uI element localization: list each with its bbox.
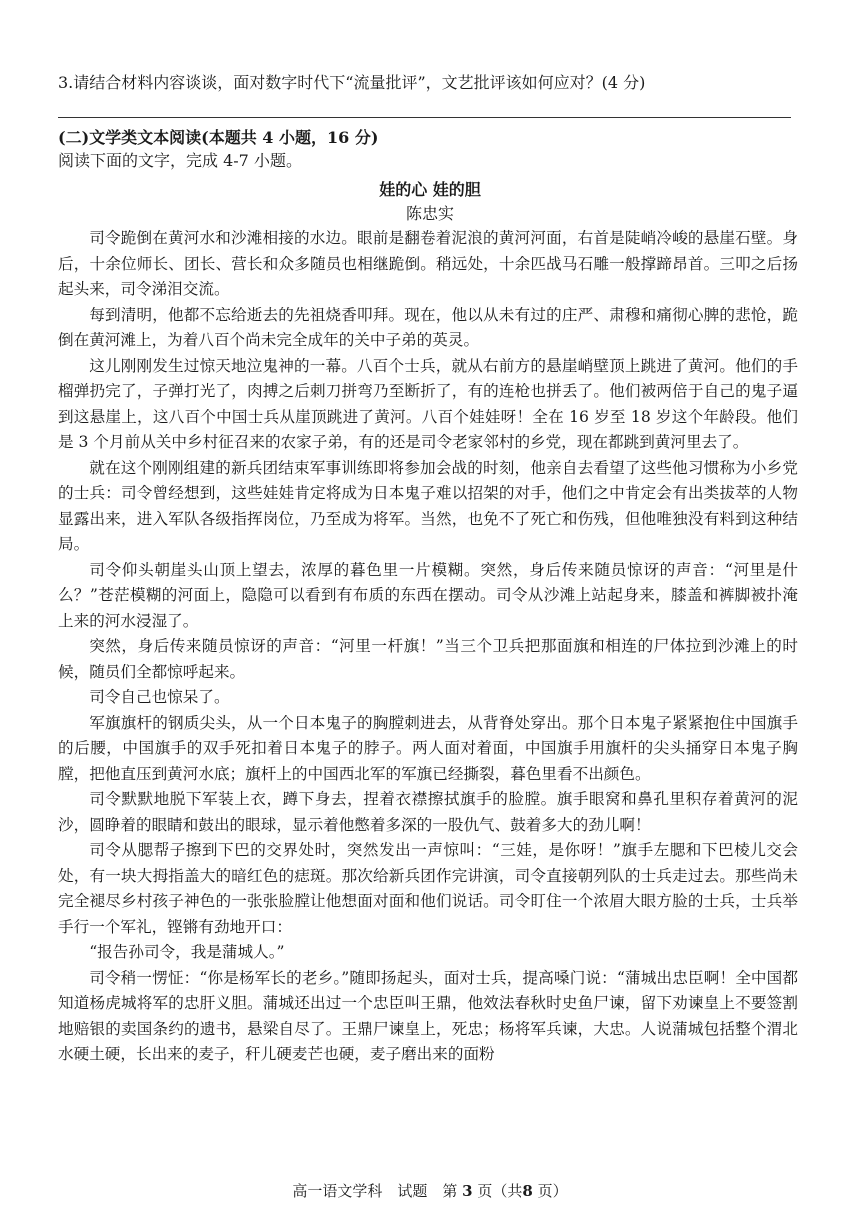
paragraph: 司令从腮帮子擦到下巴的交界处时，突然发出一声惊叫：“三娃，是你呀！”旗手左腮和下巴棱儿交会处，有一块大拇指盖大的暗红色的痣斑。那次给新兵团作完讲演，司令直接朝列队的士兵走过去。那些尚未完全褪尽乡村孩子神色的一张张脸膛让他想面对面和他们说话。司令盯住一个浓眉大眼方脸的士兵，士兵举手行一个军礼，铿锵有劲地开口： xyxy=(58,841,798,936)
paragraph: 突然，身后传来随员惊讶的声音：“河里一杆旗！”当三个卫兵把那面旗和相连的尸体拉到沙滩上的时候，随员们全都惊呼起来。 xyxy=(58,637,798,681)
paragraph: 司令稍一愣怔：“你是杨军长的老乡。”随即扬起头，面对士兵，提高嗓门说：“蒲城出忠臣啊！全中国都知道杨虎城将军的忠肝义胆。蒲城还出过一个忠臣叫王鼎，他效法春秋时史鱼尸谏，留下劝谏皇上不要签割地赔银的卖国条约的遗书，悬梁自尽了。王鼎尸谏皇上，死忠；杨将军兵谏，大忠。人说蒲城包括整个渭北水硬土硬，长出来的麦子，秆儿硬麦芒也硬，麦子磨出来的面粉 xyxy=(58,968,798,1063)
paragraph: 司令自己也惊呆了。 xyxy=(89,688,230,706)
paragraph: 就在这个刚刚组建的新兵团结束军事训练即将参加会战的时刻，他亲自去看望了这些他习惯称为小乡党的士兵：司令曾经想到，这些娃娃肯定将成为日本鬼子难以招架的对手，他们之中肯定会有出类拔萃的人物显露出来，进入军队各级指挥岗位，乃至成为将军。当然，也免不了死亡和伤残，但他唯独没有料到这种结局。 xyxy=(58,458,798,553)
divider-line xyxy=(58,117,791,118)
paragraph: 司令默默地脱下军装上衣，蹲下身去，捏着衣襟擦拭旗手的脸膛。旗手眼窝和鼻孔里积存着黄河的泥沙，圆睁着的眼睛和鼓出的眼球，显示着他憋着多深的一股仇气、鼓着多大的劲儿啊！ xyxy=(58,790,798,834)
paragraph: 这儿刚刚发生过惊天地泣鬼神的一幕。八百个士兵，就从右前方的悬崖峭壁顶上跳进了黄河。他们的手榴弹扔完了，子弹打光了，肉搏之后刺刀拼弯乃至断折了，有的连枪也拼丢了。他们被两倍于自己的鬼子逼到这悬崖上，这八百个中国士兵从崖顶跳进了黄河。八百个娃娃呀！全在 16 岁至 18 岁这个年龄段。他们是 3 个月前从关中乡村征召来的农家子弟，有的还是司令老家邻村的乡党，现在都跳到黄河里去了。 xyxy=(58,356,798,451)
paragraph: “报告孙司令，我是蒲城人。” xyxy=(89,943,285,961)
footer-prefix: 高一语文学科 试题 第 xyxy=(292,1182,463,1200)
paragraph: 每到清明，他都不忘给逝去的先祖烧香叩拜。现在，他以从未有过的庄严、肃穆和痛彻心脾的悲怆，跪倒在黄河滩上，为着八百个尚未完全成年的关中子弟的英灵。 xyxy=(58,305,798,349)
footer-page-number: 3 xyxy=(462,1182,473,1200)
page-footer xyxy=(0,1180,860,1202)
paragraph: 军旗旗杆的钢质尖头，从一个日本鬼子的胸膛刺进去，从背脊处穿出。那个日本鬼子紧紧抱住中国旗手的后腰，中国旗手的双手死扣着日本鬼子的脖子。两人面对着面，中国旗手用旗杆的尖头捅穿日本鬼子胸膛，把他直压到黄河水底；旗杆上的中国西北军的军旗已经撕裂，暮色里看不出颜色。 xyxy=(58,713,798,783)
paragraph: 司令仰头朝崖头山顶上望去，浓厚的暮色里一片模糊。突然，身后传来随员惊讶的声音：“河里是什么？”苍茫模糊的河面上，隐隐可以看到有布质的东西在摆动。司令从沙滩上站起身来，膝盖和裤脚被扑淹上来的河水浸湿了。 xyxy=(58,560,798,630)
article-author: 陈忠实 xyxy=(405,204,454,223)
footer-middle: 页（共 xyxy=(472,1182,523,1200)
section-instruction: 阅读下面的文字，完成 4-7 小题。 xyxy=(58,151,302,170)
article-title: 娃的心 娃的胆 xyxy=(379,180,481,199)
article-body xyxy=(58,226,798,1068)
section-title: (二)文学类文本阅读(本题共 4 小题，16 分) xyxy=(58,128,379,147)
footer-total-pages: 8 xyxy=(522,1182,533,1200)
footer-suffix: 页） xyxy=(532,1182,568,1200)
question-3: 3.请结合材料内容谈谈，面对数字时代下“流量批评”，文艺批评该如何应对？(4 分) xyxy=(58,73,646,92)
paragraph: 司令跪倒在黄河水和沙滩相接的水边。眼前是翻卷着泥浪的黄河河面，右首是陡峭冷峻的悬崖石壁。身后，十余位师长、团长、营长和众多随员也相继跪倒。稍远处，十余匹战马石雕一般撑蹄昂首。三叩之后扬起头来，司令涕泪交流。 xyxy=(58,229,798,298)
